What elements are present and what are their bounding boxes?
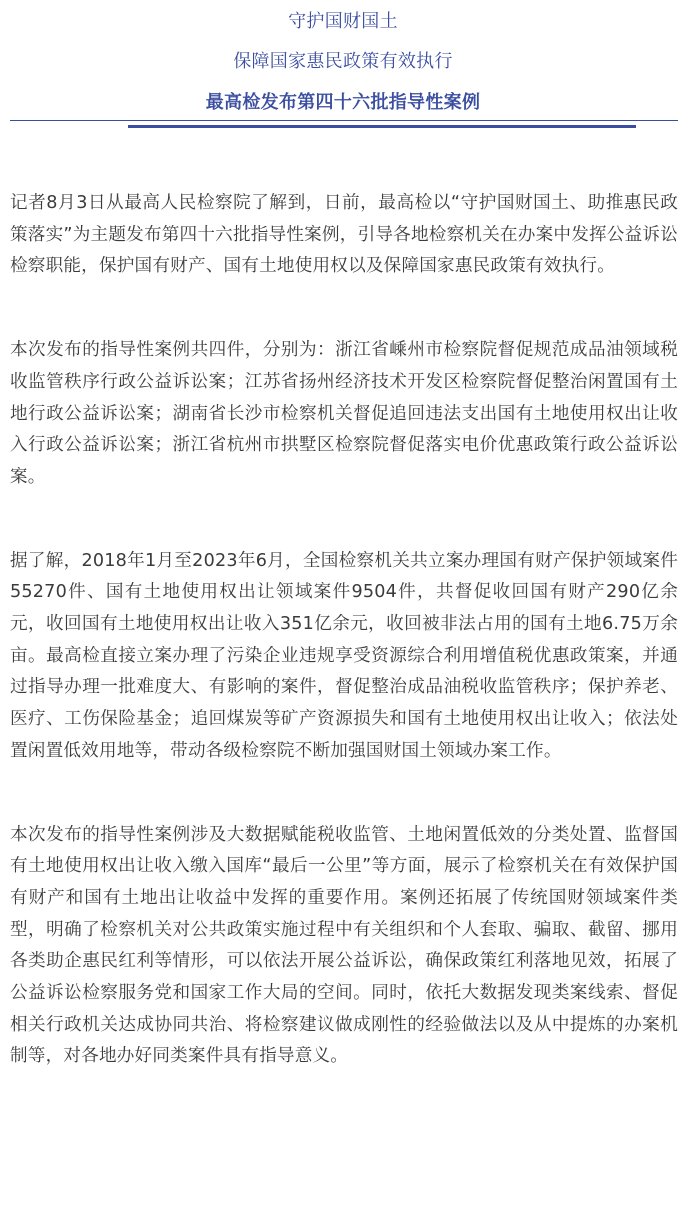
article-body bbox=[10, 188, 678, 1073]
paragraph-3: 据了解，2018年1月至2023年6月，全国检察机关共立案办理国有财产保护领域案件55270件、国有土地使用权出让领域案件9504件，共督促收回国有财产290亿余元，收回国有土地使用权出让收入351亿余元，收回被非法占用的国有土地6.75万余亩。最高检直接立案办理了污染企业违规享受资源综合利用增值税优惠政策案，并通过指导办理一批难度大、有影响的案件，督促整治成品油税收监管秩序；保护养老、医疗、工伤保险基金；追回煤炭等矿产资源损失和国有土地使用权出让收入；依法处置闲置低效用地等，带动各级检察院不断加强国财国土领域办案工作。 bbox=[10, 550, 678, 761]
header-divider-thick bbox=[128, 125, 636, 128]
paragraph-1: 记者8月3日从最高人民检察院了解到，日前，最高检以“守护国财国土、助推惠民政策落实”为主题发布第四十六批指导性案例，引导各地检察机关在办案中发挥公益诉讼检察职能，保护国有财产、国有土地使用权以及保障国家惠民政策有效执行。 bbox=[10, 193, 678, 277]
header-headline: 最高检发布第四十六批指导性案例 bbox=[205, 92, 481, 113]
header-title-line-1: 守护国财国土 bbox=[288, 11, 398, 32]
paragraph-4: 本次发布的指导性案例涉及大数据赋能税收监管、土地闲置低效的分类处置、监督国有土地使用权出让收入缴入国库“最后一公里”等方面，展示了检察机关在有效保护国有财产和国有土地出让收益中发挥的重要作用。案例还拓展了传统国财领域案件类型，明确了检察机关对公共政策实施过程中有关组织和个人套取、骗取、截留、挪用各类助企惠民红利等情形，可以依法开展公益诉讼，确保政策红利落地见效，拓展了公益诉讼检察服务党和国家工作大局的空间。同时，依托大数据发现类案线索、督促相关行政机关达成协同共治、将检察建议做成刚性的经验做法以及从中提炼的办案机制等，对各地办好同类案件具有指导意义。 bbox=[10, 824, 678, 1067]
header-divider-thin bbox=[10, 120, 678, 121]
header-title-line-2: 保障国家惠民政策有效执行 bbox=[233, 51, 453, 72]
paragraph-2: 本次发布的指导性案例共四件，分别为：浙江省嵊州市检察院督促规范成品油领域税收监管秩序行政公益诉讼案；江苏省扬州经济技术开发区检察院督促整治闲置国有土地行政公益诉讼案；湖南省长沙市检察机关督促追回违法支出国有土地使用权出让收入行政公益诉讼案；浙江省杭州市拱墅区检察院督促落实电价优惠政策行政公益诉讼案。 bbox=[10, 340, 678, 487]
